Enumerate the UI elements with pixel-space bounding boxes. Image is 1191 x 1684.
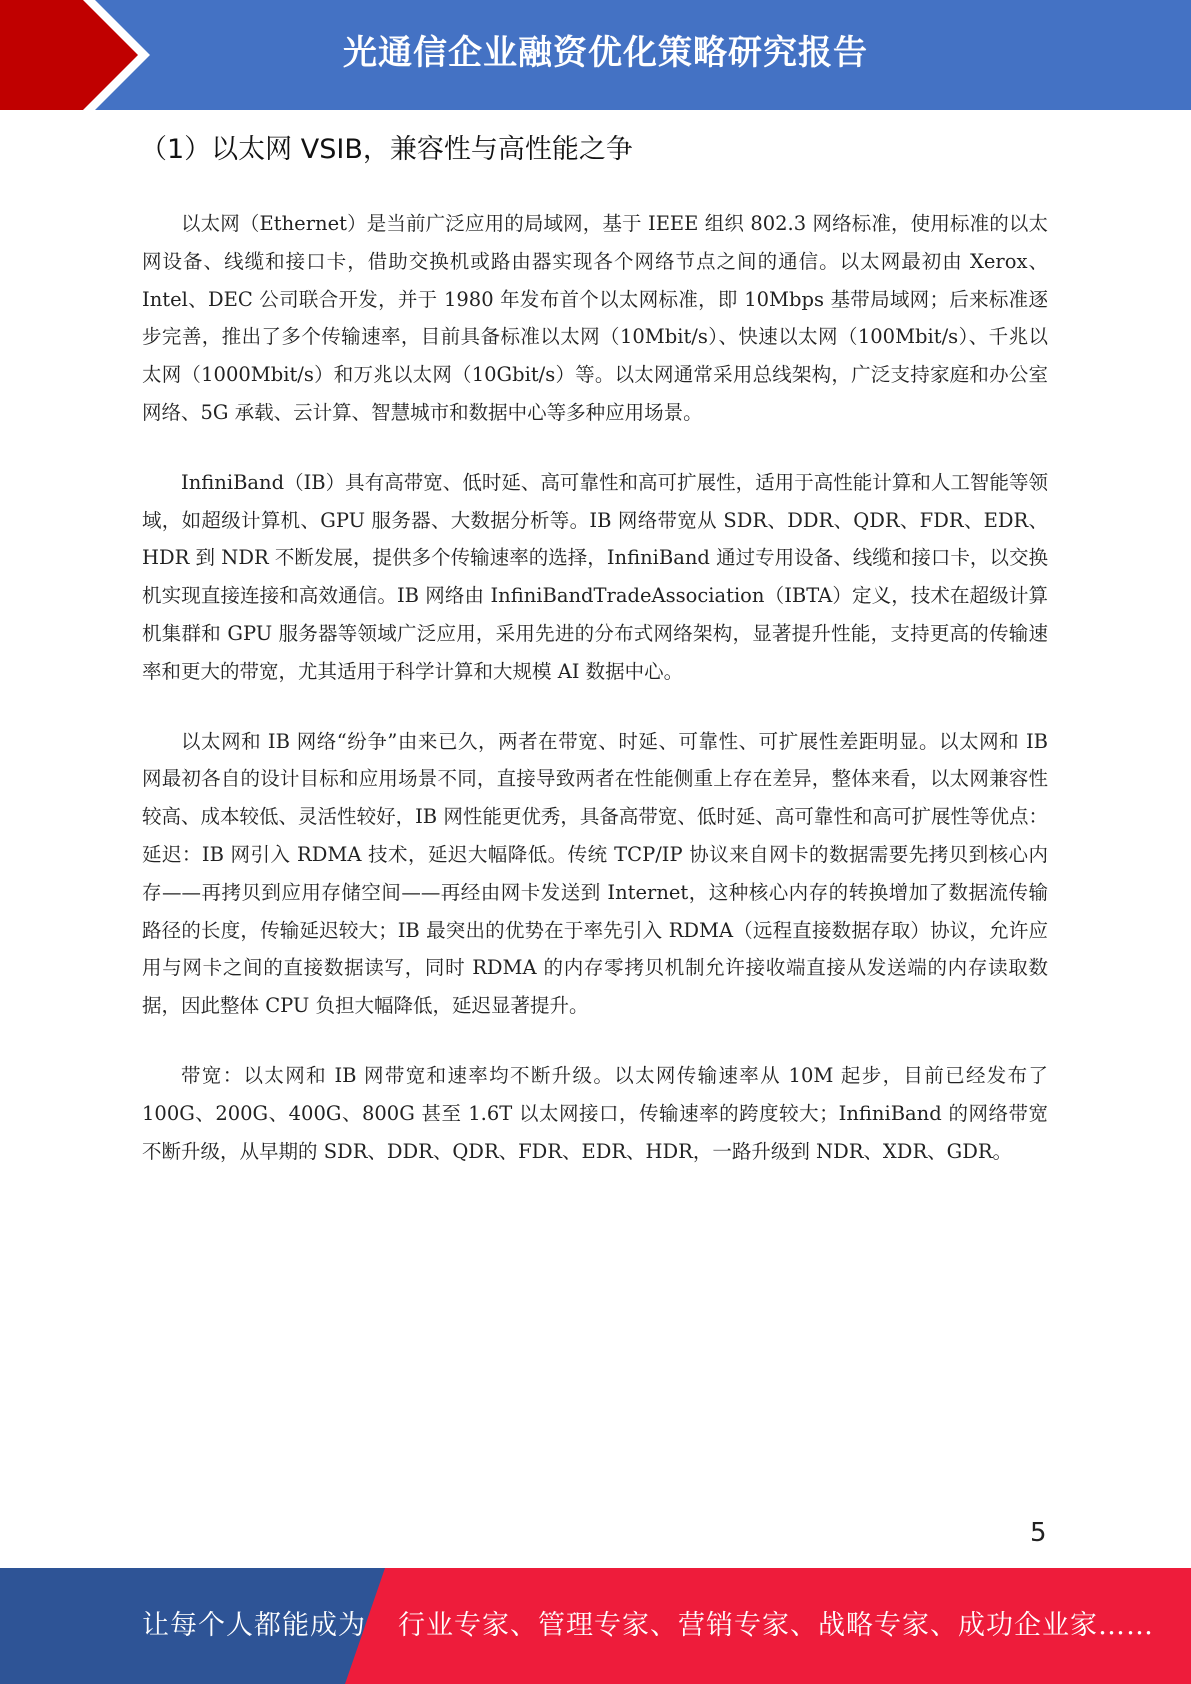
page-header bbox=[0, 0, 1191, 110]
footer-slogan-right: 行业专家、管理专家、营销专家、战略专家、成功企业家…… bbox=[398, 1610, 1154, 1641]
paragraph-ethernet: 以太网（Ethernet）是当前广泛应用的局域网，基于 IEEE 组织 802.3 网络标准，使用标准的以太网设备、线缆和接口卡，借助交换机或路由器实现各个网络节点之间的通信。以太网最初由 Xerox、Intel、DEC 公司联合开发，并于 1980 年发布首个以太网标准，即 10Mbps 基带局域网；后来标准逐步完善，推出了多个传输速率，目前具备标准以太网（10Mbit/s）、快速以太网（100Mbit/s）、千兆以太网（1000Mbit/s）和万兆以太网（10Gbit/s）等。以太网通常采用总线架构，广泛支持家庭和办公室网络、5G 承载、云计算、智慧城市和数据中心等多种应用场景。 bbox=[142, 212, 1048, 424]
footer-slogan-left: 让每个人都能成为 bbox=[142, 1610, 366, 1641]
body-content bbox=[142, 205, 1048, 1202]
paragraph-bandwidth: 带宽：以太网和 IB 网带宽和速率均不断升级。以太网传输速率从 10M 起步，目前已经发布了 100G、200G、400G、800G 甚至 1.6T 以太网接口，传输速率的跨度较大；InfiniBand 的网络带宽不断升级，从早期的 SDR、DDR、QDR、FDR、EDR、HDR，一路升级到 NDR、XDR、GDR。 bbox=[142, 1063, 1048, 1163]
report-title: 光通信企业融资优化策略研究报告 bbox=[343, 33, 868, 73]
section-heading: （1）以太网 VSIB，兼容性与高性能之争 bbox=[140, 134, 633, 165]
paragraph-infiniband: InfiniBand（IB）具有高带宽、低时延、高可靠性和高可扩展性，适用于高性能计算和人工智能等领域，如超级计算机、GPU 服务器、大数据分析等。IB 网络带宽从 SDR、DDR、QDR、FDR、EDR、HDR 到 NDR 不断发展，提供多个传输速率的选择，InfiniBand 通过专用设备、线缆和接口卡，以交换机实现直接连接和高效通信。IB 网络由 InfiniBandTradeAssociation（IBTA）定义，技术在超级计算机集群和 GPU 服务器等领域广泛应用，采用先进的分布式网络架构，显著提升性能，支持更高的传输速率和更大的带宽，尤其适用于科学计算和大规模 AI 数据中心。 bbox=[142, 470, 1048, 683]
paragraph-comparison: 以太网和 IB 网络“纷争”由来已久，两者在带宽、时延、可靠性、可扩展性差距明显。以太网和 IB 网最初各自的设计目标和应用场景不同，直接导致两者在性能侧重上存在差异，整体来看，以太网兼容性较高、成本较低、灵活性较好，IB 网性能更优秀，具备高带宽、低时延、高可靠性和高可扩展性等优点：延迟：IB 网引入 RDMA 技术，延迟大幅降低。传统 TCP/IP 协议来自网卡的数据需要先拷贝到核心内存——再拷贝到应用存储空间——再经由网卡发送到 Internet，这种核心内存的转换增加了数据流传输路径的长度，传输延迟较大；IB 最突出的优势在于率先引入 RDMA（远程直接数据存取）协议，允许应用与网卡之间的直接数据读写，同时 RDMA 的内存零拷贝机制允许接收端直接从发送端的内存读取数据，因此整体 CPU 负担大幅降低，延迟显著提升。 bbox=[142, 729, 1048, 1018]
page-footer bbox=[0, 1568, 1191, 1684]
page-number: 5 bbox=[1030, 1518, 1047, 1548]
